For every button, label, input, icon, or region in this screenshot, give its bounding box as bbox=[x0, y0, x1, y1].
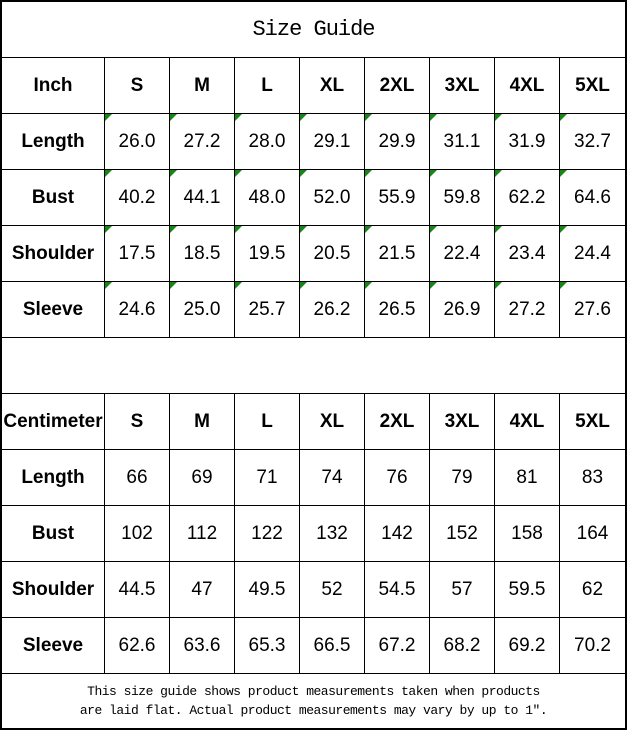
cell-flag-icon bbox=[300, 114, 307, 121]
cell-flag-icon bbox=[430, 226, 437, 233]
cell-flag-icon bbox=[430, 170, 437, 177]
measurement-value: 23.4 bbox=[508, 242, 546, 264]
measurement-cell: 79 bbox=[430, 450, 495, 506]
measurement-value: 29.1 bbox=[313, 130, 351, 152]
footer-note-line: This size guide shows product measurements taken when products bbox=[87, 684, 540, 699]
measurement-value: 62.2 bbox=[508, 186, 546, 208]
measurement-cell: 76 bbox=[365, 450, 430, 506]
size-header-cell: 4XL bbox=[495, 394, 560, 450]
measurement-cell bbox=[495, 114, 560, 170]
row-label-cell: Bust bbox=[2, 506, 105, 562]
measurement-cell: 142 bbox=[365, 506, 430, 562]
row-label-cell: Bust bbox=[2, 170, 105, 226]
measurement-cell: 62.6 bbox=[105, 618, 170, 674]
row-label-cell: Length bbox=[2, 114, 105, 170]
measurement-cell: 63.6 bbox=[170, 618, 235, 674]
cell-flag-icon bbox=[170, 170, 177, 177]
footer-note-line: are laid flat. Actual product measurements may vary by up to 1″. bbox=[79, 703, 548, 718]
measurement-cell: 54.5 bbox=[365, 562, 430, 618]
size-header-cell: 5XL bbox=[560, 58, 625, 114]
measurement-cell bbox=[560, 114, 625, 170]
cell-flag-icon bbox=[495, 226, 502, 233]
measurement-cell bbox=[560, 282, 625, 338]
row-label-cell: Sleeve bbox=[2, 618, 105, 674]
measurement-cell: 69.2 bbox=[495, 618, 560, 674]
size-header-cell: L bbox=[235, 58, 300, 114]
size-header-cell: 3XL bbox=[430, 394, 495, 450]
size-header-cell: 2XL bbox=[365, 394, 430, 450]
measurement-cell: 59.5 bbox=[495, 562, 560, 618]
measurement-value: 25.7 bbox=[248, 298, 286, 320]
measurement-cell: 158 bbox=[495, 506, 560, 562]
measurement-cell bbox=[235, 170, 300, 226]
measurement-value: 48.0 bbox=[248, 186, 286, 208]
measurement-value: 28.0 bbox=[248, 130, 286, 152]
measurement-cell bbox=[365, 170, 430, 226]
cell-flag-icon bbox=[365, 282, 372, 289]
size-header-cell: S bbox=[105, 58, 170, 114]
row-label-cell: Shoulder bbox=[2, 562, 105, 618]
measurement-value: 24.4 bbox=[574, 242, 611, 264]
cell-flag-icon bbox=[560, 282, 567, 289]
inch-table bbox=[2, 58, 625, 338]
cell-flag-icon bbox=[495, 282, 502, 289]
measurement-value: 25.0 bbox=[183, 298, 221, 320]
measurement-cell: 122 bbox=[235, 506, 300, 562]
page-title: Size Guide bbox=[252, 17, 375, 42]
measurement-value: 24.6 bbox=[118, 298, 156, 320]
measurement-cell bbox=[365, 226, 430, 282]
measurement-value: 27.2 bbox=[508, 298, 546, 320]
cell-flag-icon bbox=[300, 226, 307, 233]
measurement-cell bbox=[235, 226, 300, 282]
size-header-cell: 4XL bbox=[495, 58, 560, 114]
size-header-cell: M bbox=[170, 58, 235, 114]
measurement-value: 18.5 bbox=[183, 242, 221, 264]
measurement-cell: 44.5 bbox=[105, 562, 170, 618]
cell-flag-icon bbox=[105, 170, 112, 177]
measurement-cell bbox=[495, 226, 560, 282]
measurement-cell bbox=[235, 114, 300, 170]
measurement-value: 27.2 bbox=[183, 130, 221, 152]
measurement-value: 55.9 bbox=[378, 186, 416, 208]
measurement-value: 32.7 bbox=[574, 130, 611, 152]
measurement-cell bbox=[430, 226, 495, 282]
measurement-value: 27.6 bbox=[574, 298, 611, 320]
measurement-cell bbox=[430, 282, 495, 338]
measurement-value: 31.1 bbox=[443, 130, 481, 152]
measurement-cell: 112 bbox=[170, 506, 235, 562]
cell-flag-icon bbox=[495, 114, 502, 121]
cell-flag-icon bbox=[105, 282, 112, 289]
measurement-value: 64.6 bbox=[574, 186, 611, 208]
cell-flag-icon bbox=[235, 170, 242, 177]
measurement-cell bbox=[300, 114, 365, 170]
measurement-cell: 49.5 bbox=[235, 562, 300, 618]
cell-flag-icon bbox=[560, 170, 567, 177]
cell-flag-icon bbox=[365, 114, 372, 121]
measurement-cell: 71 bbox=[235, 450, 300, 506]
measurement-cell bbox=[495, 282, 560, 338]
measurement-cell: 68.2 bbox=[430, 618, 495, 674]
cell-flag-icon bbox=[560, 114, 567, 121]
measurement-cell bbox=[170, 114, 235, 170]
measurement-cell: 164 bbox=[560, 506, 625, 562]
cell-flag-icon bbox=[430, 114, 437, 121]
measurement-cell bbox=[560, 226, 625, 282]
cell-flag-icon bbox=[170, 114, 177, 121]
measurement-value: 40.2 bbox=[118, 186, 156, 208]
measurement-value: 20.5 bbox=[313, 242, 351, 264]
measurement-value: 26.2 bbox=[313, 298, 351, 320]
cell-flag-icon bbox=[235, 114, 242, 121]
footer-note bbox=[2, 674, 625, 728]
measurement-value: 19.5 bbox=[248, 242, 286, 264]
measurement-value: 59.8 bbox=[443, 186, 481, 208]
cell-flag-icon bbox=[170, 282, 177, 289]
size-header-cell: XL bbox=[300, 394, 365, 450]
measurement-value: 26.5 bbox=[378, 298, 416, 320]
measurement-cell: 81 bbox=[495, 450, 560, 506]
size-header-cell: M bbox=[170, 394, 235, 450]
cell-flag-icon bbox=[105, 114, 112, 121]
measurement-cell bbox=[430, 170, 495, 226]
measurement-cell bbox=[560, 170, 625, 226]
measurement-cell: 67.2 bbox=[365, 618, 430, 674]
measurement-cell: 47 bbox=[170, 562, 235, 618]
measurement-cell bbox=[235, 282, 300, 338]
cell-flag-icon bbox=[170, 226, 177, 233]
measurement-cell: 57 bbox=[430, 562, 495, 618]
title-row bbox=[2, 2, 625, 58]
size-header-cell: 2XL bbox=[365, 58, 430, 114]
measurement-cell: 66.5 bbox=[300, 618, 365, 674]
spacer-row bbox=[2, 338, 625, 394]
row-label-cell: Shoulder bbox=[2, 226, 105, 282]
cell-flag-icon bbox=[300, 282, 307, 289]
measurement-cell bbox=[105, 226, 170, 282]
measurement-cell: 52 bbox=[300, 562, 365, 618]
size-header-cell: XL bbox=[300, 58, 365, 114]
measurement-value: 29.9 bbox=[378, 130, 416, 152]
row-label-cell: Length bbox=[2, 450, 105, 506]
measurement-cell: 152 bbox=[430, 506, 495, 562]
cell-flag-icon bbox=[235, 226, 242, 233]
cell-flag-icon bbox=[235, 282, 242, 289]
cell-flag-icon bbox=[300, 170, 307, 177]
measurement-cell: 62 bbox=[560, 562, 625, 618]
measurement-cell bbox=[300, 170, 365, 226]
measurement-cell: 69 bbox=[170, 450, 235, 506]
measurement-cell bbox=[170, 226, 235, 282]
measurement-cell bbox=[365, 282, 430, 338]
measurement-value: 26.9 bbox=[443, 298, 481, 320]
measurement-value: 17.5 bbox=[118, 242, 156, 264]
measurement-value: 26.0 bbox=[118, 130, 156, 152]
row-label-cell: Sleeve bbox=[2, 282, 105, 338]
cell-flag-icon bbox=[105, 226, 112, 233]
size-header-cell: 3XL bbox=[430, 58, 495, 114]
measurement-cell bbox=[105, 282, 170, 338]
centimeter-table bbox=[2, 394, 625, 674]
measurement-value: 52.0 bbox=[313, 186, 351, 208]
measurement-cell bbox=[105, 114, 170, 170]
measurement-cell bbox=[170, 170, 235, 226]
measurement-cell bbox=[170, 282, 235, 338]
measurement-cell bbox=[365, 114, 430, 170]
measurement-cell: 83 bbox=[560, 450, 625, 506]
measurement-cell: 102 bbox=[105, 506, 170, 562]
measurement-cell bbox=[495, 170, 560, 226]
cell-flag-icon bbox=[430, 282, 437, 289]
unit-header-cell: Inch bbox=[2, 58, 105, 114]
measurement-cell bbox=[300, 282, 365, 338]
measurement-value: 31.9 bbox=[508, 130, 546, 152]
cell-flag-icon bbox=[495, 170, 502, 177]
measurement-cell bbox=[430, 114, 495, 170]
measurement-value: 22.4 bbox=[443, 242, 481, 264]
cell-flag-icon bbox=[365, 170, 372, 177]
measurement-cell: 66 bbox=[105, 450, 170, 506]
measurement-cell: 132 bbox=[300, 506, 365, 562]
size-header-cell: S bbox=[105, 394, 170, 450]
measurement-cell: 65.3 bbox=[235, 618, 300, 674]
unit-header-cell: Centimeter bbox=[2, 394, 105, 450]
measurement-cell: 70.2 bbox=[560, 618, 625, 674]
cell-flag-icon bbox=[560, 226, 567, 233]
measurement-value: 44.1 bbox=[183, 186, 221, 208]
cell-flag-icon bbox=[365, 226, 372, 233]
measurement-cell bbox=[300, 226, 365, 282]
measurement-cell bbox=[105, 170, 170, 226]
size-header-cell: L bbox=[235, 394, 300, 450]
measurement-cell: 74 bbox=[300, 450, 365, 506]
size-header-cell: 5XL bbox=[560, 394, 625, 450]
measurement-value: 21.5 bbox=[378, 242, 416, 264]
